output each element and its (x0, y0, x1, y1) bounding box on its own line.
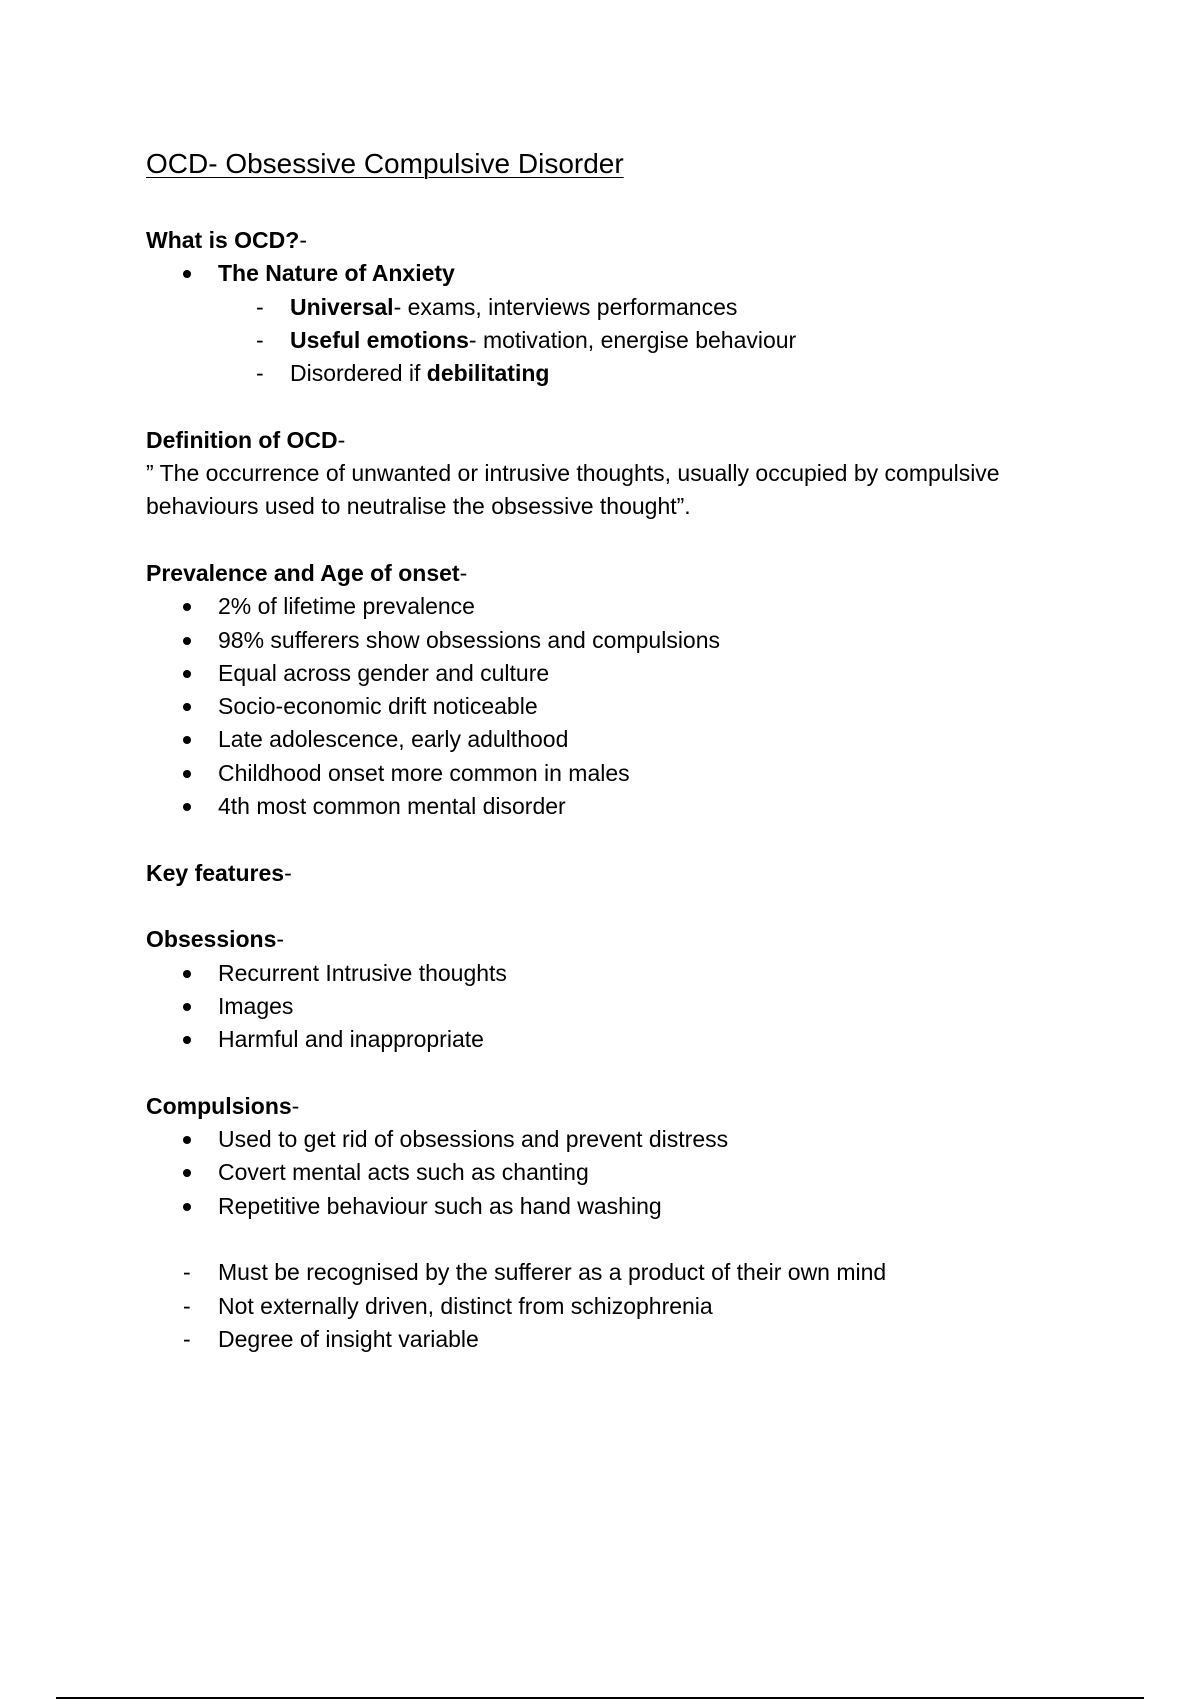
list-item: 2% of lifetime prevalence (146, 590, 1086, 623)
bullet-icon (183, 703, 191, 711)
section-notes (146, 1256, 1086, 1356)
section-prevalence (146, 557, 1086, 823)
heading-prevalence: Prevalence and Age of onset- (146, 559, 468, 586)
list-item: Harmful and inappropriate (146, 1023, 1086, 1056)
list-item: 98% sufferers show obsessions and compulsions (146, 624, 1086, 657)
dash-marker: - (183, 1292, 191, 1319)
section-obsessions (146, 923, 1086, 1056)
list-item: Images (146, 990, 1086, 1023)
heading-key-features: Key features- (146, 859, 292, 886)
heading-what-is-ocd: What is OCD?- (146, 227, 308, 253)
bullet-icon (183, 603, 191, 611)
list-item: Used to get rid of obsessions and prevent distress (146, 1123, 1086, 1156)
definition-text-line-1: ” The occurrence of unwanted or intrusive thoughts, usually occupied by compulsive (146, 460, 1000, 487)
dash-marker: - (183, 1259, 191, 1286)
list-item: Covert mental acts such as chanting (146, 1156, 1086, 1189)
bullet-icon (183, 803, 191, 811)
list-item: Socio-economic drift noticeable (146, 690, 1086, 723)
section-definition (146, 424, 1086, 524)
list-item: 4th most common mental disorder (146, 790, 1086, 823)
dash-marker: - (256, 293, 264, 320)
document-title: OCD- Obsessive Compulsive Disorder (146, 148, 624, 179)
dash-marker: - (256, 360, 264, 387)
page-bottom-rule (56, 1697, 1144, 1699)
list-item: Childhood onset more common in males (146, 757, 1086, 790)
bullet-icon (183, 1136, 191, 1144)
section-compulsions (146, 1090, 1086, 1223)
bullet-icon (183, 770, 191, 778)
list-item: Equal across gender and culture (146, 657, 1086, 690)
bullet-icon (183, 1169, 191, 1177)
bullet-icon (183, 670, 191, 678)
bullet-icon (183, 1003, 191, 1011)
document-page (146, 140, 1086, 1356)
sub-item-disordered: - Disordered if debilitating (146, 357, 1086, 390)
bullet-icon (183, 1036, 191, 1044)
note-item: - Must be recognised by the sufferer as a product of their own mind (146, 1256, 1086, 1289)
note-item: - Degree of insight variable (146, 1323, 1086, 1356)
heading-definition: Definition of OCD- (146, 426, 346, 453)
bullet-icon (183, 270, 191, 278)
list-item-nature-of-anxiety: The Nature of Anxiety (146, 257, 1086, 290)
bullet-icon (183, 1203, 191, 1211)
list-item: Late adolescence, early adulthood (146, 723, 1086, 756)
dash-marker: - (256, 326, 264, 353)
list-item: Recurrent Intrusive thoughts (146, 957, 1086, 990)
list-item: Repetitive behaviour such as hand washing (146, 1190, 1086, 1223)
dash-marker: - (183, 1325, 191, 1352)
bullet-icon (183, 637, 191, 645)
sub-item-useful-emotions: - Useful emotions- motivation, energise behaviour (146, 324, 1086, 357)
heading-compulsions: Compulsions- (146, 1092, 300, 1119)
note-item: - Not externally driven, distinct from schizophrenia (146, 1290, 1086, 1323)
heading-obsessions: Obsessions- (146, 926, 285, 953)
bullet-icon (183, 970, 191, 978)
sub-item-universal: - Universal- exams, interviews performances (146, 291, 1086, 324)
bullet-icon (183, 736, 191, 744)
definition-text-line-2: behaviours used to neutralise the obsessive thought”. (146, 493, 691, 520)
section-what-is-ocd (146, 224, 1086, 390)
